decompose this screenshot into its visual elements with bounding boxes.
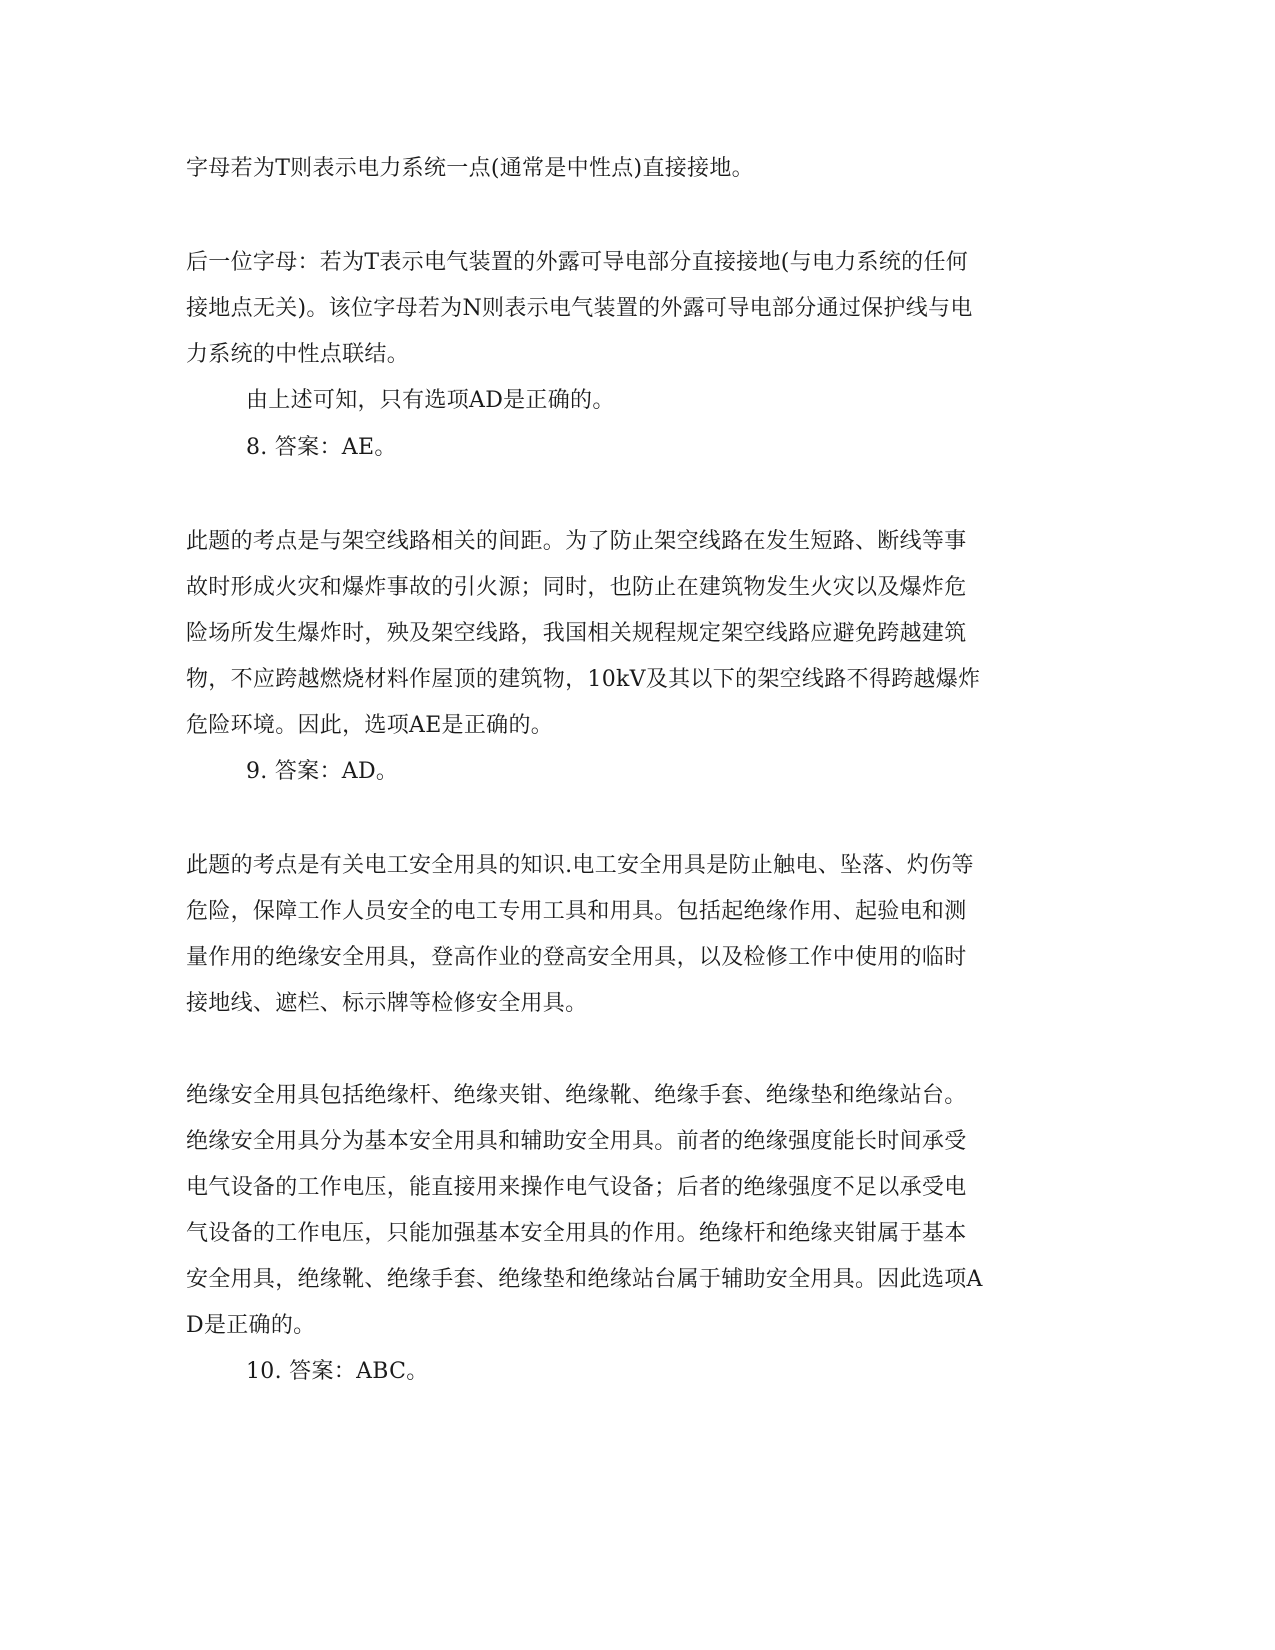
text-line: 电气设备的工作电压，能直接用来操作电气设备；后者的绝缘强度不足以承受电 xyxy=(186,1175,967,1200)
text-line: 危险环境。因此，选项AE是正确的。 xyxy=(186,713,554,738)
text-line: 此题的考点是与架空线路相关的间距。为了防止架空线路在发生短路、断线等事 xyxy=(186,529,967,554)
text-line: 字母若为T则表示电力系统一点(通常是中性点)直接接地。 xyxy=(186,156,754,181)
text-line: 后一位字母：若为T表示电气装置的外露可导电部分直接接地(与电力系统的任何 xyxy=(186,250,969,275)
text-line: 接地线、遮栏、标示牌等检修安全用具。 xyxy=(186,991,588,1016)
answer-heading: 10. 答案：ABC。 xyxy=(246,1359,429,1384)
text-line: 量作用的绝缘安全用具，登高作业的登高安全用具，以及检修工作中使用的临时 xyxy=(186,945,967,970)
text-line: 物，不应跨越燃烧材料作屋顶的建筑物，10kV及其以下的架空线路不得跨越爆炸 xyxy=(186,667,981,692)
text-line: 绝缘安全用具分为基本安全用具和辅助安全用具。前者的绝缘强度能长时间承受 xyxy=(186,1129,967,1154)
text-line: 危险，保障工作人员安全的电工专用工具和用具。包括起绝缘作用、起验电和测 xyxy=(186,899,967,924)
text-line: 气设备的工作电压，只能加强基本安全用具的作用。绝缘杆和绝缘夹钳属于基本 xyxy=(186,1221,967,1246)
text-line: 故时形成火灾和爆炸事故的引火源；同时，也防止在建筑物发生火灾以及爆炸危 xyxy=(186,575,967,600)
text-line: 由上述可知，只有选项AD是正确的。 xyxy=(246,388,615,413)
answer-heading: 9. 答案：AD。 xyxy=(246,759,399,784)
text-line: 险场所发生爆炸时，殃及架空线路，我国相关规程规定架空线路应避免跨越建筑 xyxy=(186,621,967,646)
text-line: 力系统的中性点联结。 xyxy=(186,342,410,367)
text-line: 绝缘安全用具包括绝缘杆、绝缘夹钳、绝缘靴、绝缘手套、绝缘垫和绝缘站台。 xyxy=(186,1083,967,1108)
text-line: D是正确的。 xyxy=(186,1313,316,1338)
text-line: 安全用具，绝缘靴、绝缘手套、绝缘垫和绝缘站台属于辅助安全用具。因此选项A xyxy=(186,1267,983,1292)
text-line: 此题的考点是有关电工安全用具的知识.电工安全用具是防止触电、坠落、灼伤等 xyxy=(186,853,974,878)
text-line: 接地点无关)。该位字母若为N则表示电气装置的外露可导电部分通过保护线与电 xyxy=(186,296,973,321)
answer-heading: 8. 答案：AE。 xyxy=(246,435,397,460)
